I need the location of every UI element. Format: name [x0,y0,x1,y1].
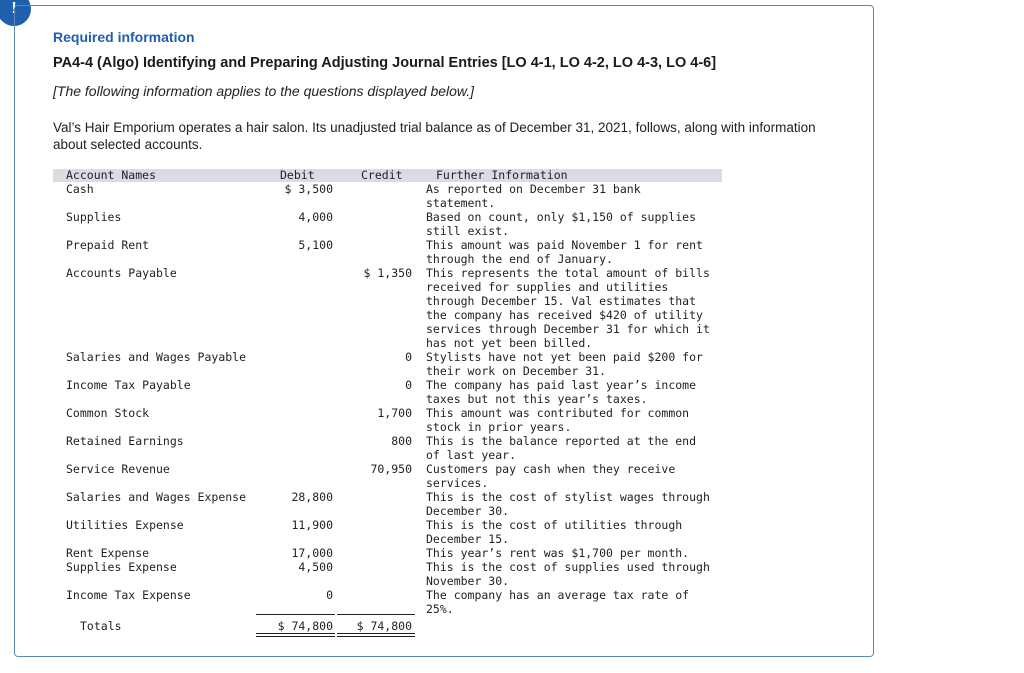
required-information-heading: Required information [53,29,195,45]
row-further-info: Stylists have not yet been paid $200 for their work on December 31. [426,350,703,378]
row-account: Supplies [66,210,122,224]
row-debit: 4,500 [298,560,333,574]
row-credit: $ 1,350 [363,266,412,280]
row-debit: 4,000 [298,210,333,224]
row-further-info: This amount was contributed for common stock in prior years. [426,406,690,434]
row-further-info: This amount was paid November 1 for rent through the end of January. [426,238,703,266]
column-header-info: Further Information [436,168,568,182]
row-further-info: This is the cost of stylist wages through December 30. [426,490,710,518]
row-further-info: Based on count, only $1,150 of supplies still exist. [426,210,697,238]
row-account: Income Tax Payable [66,378,191,392]
debit-total-double-rule-2 [256,636,335,637]
row-credit: 70,950 [370,462,412,476]
credit-total-top-rule [337,614,415,615]
row-account: Utilities Expense [66,518,184,532]
row-account: Salaries and Wages Payable [66,350,247,364]
row-account: Accounts Payable [66,266,177,280]
credit-total-double-rule-2 [337,636,415,637]
row-debit: 17,000 [291,546,333,560]
debit-total-double-rule-1 [256,633,335,634]
instruction-note: [The following information applies to the questions displayed below.] [53,83,475,99]
row-account: Cash [66,182,94,196]
row-account: Rent Expense [66,546,150,560]
row-account: Common Stock [66,406,150,420]
row-credit: 1,700 [377,406,412,420]
row-account: Salaries and Wages Expense [66,490,247,504]
row-debit: 28,800 [291,490,333,504]
row-account: Prepaid Rent [66,238,150,252]
totals-credit: $ 74,800 [356,619,412,633]
row-further-info: This is the balance reported at the end of last year. [426,434,697,462]
problem-title: PA4-4 (Algo) Identifying and Preparing Adjusting Journal Entries [LO 4-1, LO 4-2, LO 4-3, LO 4-6] [53,55,717,71]
row-further-info: As reported on December 31 bank statement. [426,182,641,210]
column-header-account: Account Names [66,168,157,182]
row-further-info: This represents the total amount of bills received for supplies and utilities through December 15. Val estimates that the company has received $420 of utility services through December 31 for which it has not yet been billed. [426,266,710,350]
column-header-credit: Credit [361,168,403,182]
row-further-info: The company has paid last year’s income taxes but not this year’s taxes. [426,378,697,406]
row-account: Income Tax Expense [66,588,191,602]
row-debit: 5,100 [298,238,333,252]
totals-label: Totals [80,619,122,633]
row-credit: 0 [405,350,412,364]
credit-total-double-rule-1 [337,633,415,634]
column-header-debit: Debit [280,168,315,182]
row-further-info: This year’s rent was $1,700 per month. [426,546,690,560]
intro-paragraph: Val’s Hair Emporium operates a hair salon. Its unadjusted trial balance as of December 31, 2021, follows, along with information about selected accounts. [53,120,816,152]
row-further-info: This is the cost of supplies used through November 30. [426,560,710,588]
row-credit: 0 [405,378,412,392]
alert-icon: ! [0,0,31,26]
row-credit: 800 [391,434,412,448]
row-further-info: Customers pay cash when they receive services. [426,462,676,490]
row-account: Service Revenue [66,462,170,476]
row-further-info: The company has an average tax rate of 25%. [426,588,690,616]
row-further-info: This is the cost of utilities through December 15. [426,518,683,546]
row-account: Supplies Expense [66,560,177,574]
row-debit: 11,900 [291,518,333,532]
totals-debit: $ 74,800 [277,619,333,633]
row-debit: 0 [326,588,333,602]
debit-total-top-rule [256,614,335,615]
row-debit: $ 3,500 [284,182,333,196]
row-account: Retained Earnings [66,434,184,448]
